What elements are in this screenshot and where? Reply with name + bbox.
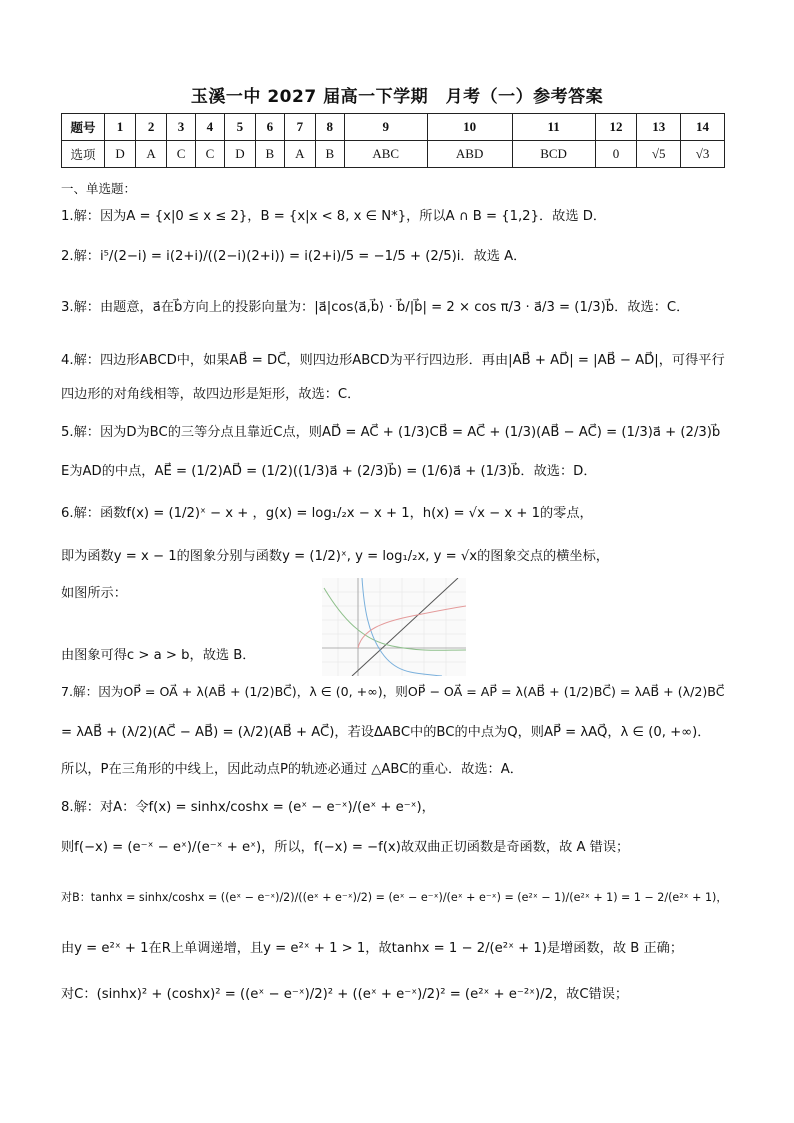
answer-cell: 0: [595, 141, 637, 168]
question-number: 11: [512, 114, 595, 141]
answer-table: [61, 113, 725, 168]
question-number: 1: [105, 114, 136, 141]
question-number: 3: [167, 114, 196, 141]
solution-6-conclusion: 由图象可得c > a > b，故选 B．: [61, 648, 256, 663]
solution-7-line-2: = λAB⃗ + (λ/2)(AC⃗ − AB⃗) = (λ/2)(AB⃗ + AC⃗)，若设ΔABC中的BC的中点为Q，则AP⃗ = λAQ⃗，λ ∈ (0, +∞)．: [61, 725, 711, 740]
solution-8-line-1: 8.解：对A：令f(x) = sinhx/coshx = (eˣ − e⁻ˣ)/(eˣ + e⁻ˣ)，: [61, 800, 435, 815]
answer-label: 选项: [62, 141, 105, 168]
solution-5-line-1: 5.解：因为D为BC的三等分点且靠近C点，则AD⃗ = AC⃗ + (1/3)CB⃗ = AC⃗ + (1/3)(AB⃗ − AC⃗) = (1/3)a⃗ + (2/3)b⃗: [61, 425, 721, 440]
answer-cell: D: [105, 141, 136, 168]
solution-8-line-3: 对B：tanhx = sinhx/coshx = ((eˣ − e⁻ˣ)/2)/((eˣ + e⁻ˣ)/2) = (eˣ − e⁻ˣ)/(eˣ + e⁻ˣ) = (e²ˣ − 1)/(e²ˣ + 1) = 1 − 2/(e²ˣ + 1)，: [61, 891, 728, 904]
question-number: 4: [195, 114, 224, 141]
answer-cell: ABC: [344, 141, 427, 168]
solution-6-line-2: 即为函数y = x − 1的图象分别与函数y = (1/2)ˣ, y = log₁/₂x, y = √x的图象交点的横坐标，: [61, 549, 609, 564]
solution-6-line-1: 6.解：函数f(x) = (1/2)ˣ − x + ，g(x) = log₁/₂x − x + 1，h(x) = √x − x + 1的零点，: [61, 506, 593, 521]
answer-cell: BCD: [512, 141, 595, 168]
question-number: 9: [344, 114, 427, 141]
page-title: 玉溪一中 2027 届高一下学期 月考（一）参考答案: [190, 87, 604, 107]
question-number: 8: [315, 114, 344, 141]
solution-4-line-2: 四边形的对角线相等，故四边形是矩形，故选：C．: [61, 387, 361, 402]
answer-cell: D: [224, 141, 255, 168]
question-number: 5: [224, 114, 255, 141]
question-number: 2: [136, 114, 167, 141]
answer-cell: √3: [681, 141, 725, 168]
answer-cell: C: [195, 141, 224, 168]
answer-cell: C: [167, 141, 196, 168]
answer-cell: B: [255, 141, 284, 168]
solution-8-line-5: 对C：(sinhx)² + (coshx)² = ((eˣ − e⁻ˣ)/2)² + ((eˣ + e⁻ˣ)/2)² = (e²ˣ + e⁻²ˣ)/2，故C错误；: [61, 987, 629, 1002]
answer-cell: B: [315, 141, 344, 168]
question-number: 10: [427, 114, 512, 141]
section-heading: 一、单选题：: [61, 181, 137, 196]
answer-table-answer-row: [62, 141, 725, 168]
answer-table-header-row: [62, 114, 725, 141]
solution-8-line-4: 由y = e²ˣ + 1在R上单调递增，且y = e²ˣ + 1 > 1，故tanhx = 1 − 2/(e²ˣ + 1)是增函数，故 B 正确；: [61, 941, 684, 956]
question-number: 6: [255, 114, 284, 141]
answer-cell: A: [136, 141, 167, 168]
question-number: 7: [284, 114, 315, 141]
solution-1: 1.解：因为A = {x|0 ≤ x ≤ 2}，B = {x|x < 8, x ∈ N*}，所以A ∩ B = {1,2}．故选 D．: [61, 209, 607, 224]
solution-5-line-2: E为AD的中点，AE⃗ = (1/2)AD⃗ = (1/2)((1/3)a⃗ + (2/3)b⃗) = (1/6)a⃗ + (1/3)b⃗．故选：D．: [61, 464, 597, 479]
answer-cell: ABD: [427, 141, 512, 168]
solution-6-line-3: 如图所示：: [61, 586, 127, 601]
question-number: 14: [681, 114, 725, 141]
question-number: 12: [595, 114, 637, 141]
question-number-label: 题号: [62, 114, 105, 141]
solution-3: 3.解：由题意，a⃗在b⃗方向上的投影向量为：|a⃗|cos⟨a⃗,b⃗⟩ · b⃗/|b⃗| = 2 × cos π/3 · a⃗/3 = (1/3)b⃗．故选：C．: [61, 300, 690, 315]
solution-2: 2.解：i⁵/(2−i) = i(2+i)/((2−i)(2+i)) = i(2+i)/5 = −1/5 + (2/5)i．故选 A．: [61, 249, 527, 264]
question-number: 13: [637, 114, 681, 141]
answer-cell: √5: [637, 141, 681, 168]
solution-7-line-1: 7.解：因为OP⃗ = OA⃗ + λ(AB⃗ + (1/2)BC⃗)，λ ∈ (0, +∞)，则OP⃗ − OA⃗ = AP⃗ = λ(AB⃗ + (1/2)BC⃗) = λAB⃗ + (λ/2)BC⃗: [61, 684, 725, 699]
solution-8-line-2: 则f(−x) = (e⁻ˣ − eˣ)/(e⁻ˣ + eˣ)，所以，f(−x) = −f(x)故双曲正切函数是奇函数，故 A 错误；: [61, 840, 630, 855]
solution-7-line-3: 所以，P在三角形的中线上，因此动点P的轨迹必通过 △ABC的重心．故选：A．: [61, 762, 523, 777]
solution-4-line-1: 4.解：四边形ABCD中，如果AB⃗ = DC⃗，则四边形ABCD为平行四边形．再由|AB⃗ + AD⃗| = |AB⃗ − AD⃗|，可得平行: [61, 353, 725, 368]
answer-cell: A: [284, 141, 315, 168]
